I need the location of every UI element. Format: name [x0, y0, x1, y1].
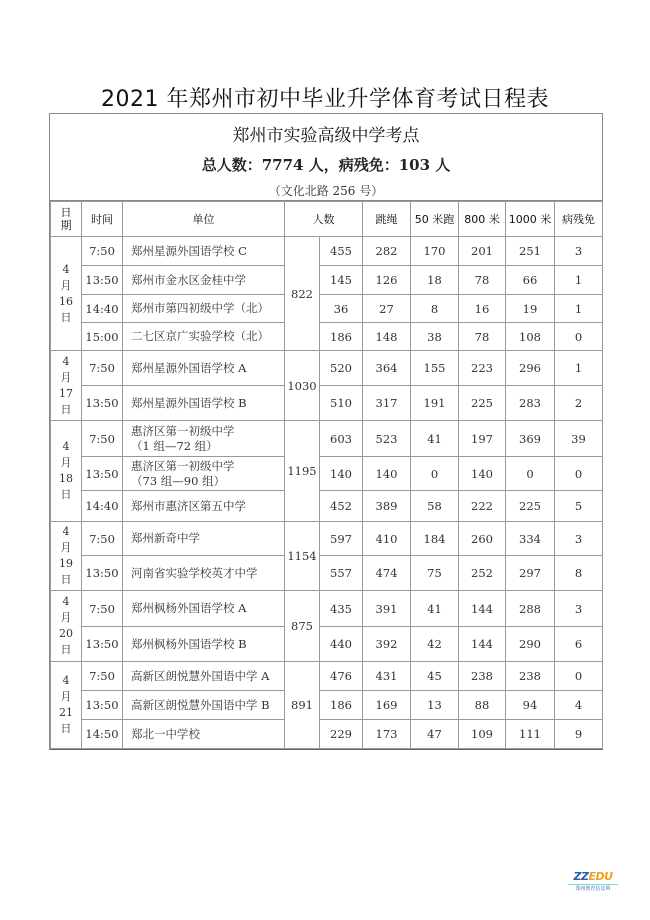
- schedule-body: [51, 237, 603, 749]
- time-cell: 14:50: [82, 720, 123, 749]
- venue-address: （文化北路 256 号）: [268, 184, 384, 198]
- exempt-cell: 6: [555, 627, 603, 662]
- date-cell: 4 月 17 日: [51, 351, 82, 421]
- run1000-cell: 296: [506, 351, 555, 386]
- venue-name: 郑州市实验高级中学考点: [232, 126, 420, 146]
- rope-cell: 27: [363, 295, 411, 323]
- rope-cell: 140: [363, 457, 411, 491]
- exempt-cell: 5: [555, 491, 603, 522]
- table-row: [51, 691, 603, 720]
- exempt-cell: 3: [555, 522, 603, 556]
- rope-cell: 410: [363, 522, 411, 556]
- unit-cell: 郑州枫杨外国语学校 B: [123, 627, 285, 662]
- table-row: [51, 627, 603, 662]
- run1000-cell: 290: [506, 627, 555, 662]
- run1000-cell: 297: [506, 556, 555, 591]
- count-cell: 557: [320, 556, 363, 591]
- date-cell: 4 月 19 日: [51, 522, 82, 591]
- exempt-cell: 4: [555, 691, 603, 720]
- time-cell: 13:50: [82, 457, 123, 491]
- count-cell: 603: [320, 421, 363, 457]
- date-cell: 4 月 18 日: [51, 421, 82, 522]
- rope-cell: 148: [363, 323, 411, 351]
- run50-cell: 47: [411, 720, 459, 749]
- exempt-cell: 3: [555, 591, 603, 627]
- venue-header: [50, 114, 602, 201]
- logo-edu: EDU: [588, 870, 613, 883]
- unit-cell: 惠济区第一初级中学 （1 组—72 组）: [123, 421, 285, 457]
- col-date: 日 期: [51, 202, 82, 237]
- exempt-cell: 1: [555, 266, 603, 295]
- col-unit: 单位: [123, 202, 285, 237]
- table-row: [51, 323, 603, 351]
- run50-cell: 13: [411, 691, 459, 720]
- run800-cell: 252: [459, 556, 506, 591]
- rope-cell: 126: [363, 266, 411, 295]
- rope-cell: 431: [363, 662, 411, 691]
- run800-cell: 88: [459, 691, 506, 720]
- time-cell: 13:50: [82, 691, 123, 720]
- run1000-cell: 288: [506, 591, 555, 627]
- rope-cell: 173: [363, 720, 411, 749]
- unit-cell: 二七区京广实验学校（北）: [123, 323, 285, 351]
- run1000-cell: 19: [506, 295, 555, 323]
- unit-cell: 郑州星源外国语学校 C: [123, 237, 285, 266]
- zzedu-logo: [568, 870, 618, 892]
- count-cell: 510: [320, 386, 363, 421]
- logo-subtitle: 郑州教育信息网: [568, 884, 618, 892]
- col-run800: 800 米: [459, 202, 506, 237]
- table-row: [51, 295, 603, 323]
- run800-cell: 144: [459, 591, 506, 627]
- time-cell: 7:50: [82, 351, 123, 386]
- time-cell: 7:50: [82, 237, 123, 266]
- exempt-cell: 8: [555, 556, 603, 591]
- run1000-cell: 369: [506, 421, 555, 457]
- table-row: [51, 421, 603, 457]
- run800-cell: 225: [459, 386, 506, 421]
- day-total-cell: 875: [285, 591, 320, 662]
- totals-summary: 总人数：7774 人，病残免：103 人: [201, 156, 451, 174]
- run50-cell: 170: [411, 237, 459, 266]
- unit-cell: 高新区朗悦慧外国语中学 B: [123, 691, 285, 720]
- exempt-cell: 3: [555, 237, 603, 266]
- run50-cell: 8: [411, 295, 459, 323]
- schedule-table: [50, 201, 603, 749]
- col-run50: 50 米跑: [411, 202, 459, 237]
- rope-cell: 392: [363, 627, 411, 662]
- exempt-cell: 0: [555, 323, 603, 351]
- table-row: [51, 386, 603, 421]
- run1000-cell: 225: [506, 491, 555, 522]
- count-cell: 520: [320, 351, 363, 386]
- day-total-cell: 891: [285, 662, 320, 749]
- rope-cell: 523: [363, 421, 411, 457]
- unit-cell: 郑州市惠济区第五中学: [123, 491, 285, 522]
- count-cell: 597: [320, 522, 363, 556]
- time-cell: 7:50: [82, 662, 123, 691]
- page-title: 2021 年郑州市初中毕业升学体育考试日程表: [101, 87, 549, 112]
- table-row: [51, 266, 603, 295]
- run1000-cell: 334: [506, 522, 555, 556]
- run1000-cell: 111: [506, 720, 555, 749]
- date-cell: 4 月 20 日: [51, 591, 82, 662]
- exempt-cell: 2: [555, 386, 603, 421]
- run1000-cell: 108: [506, 323, 555, 351]
- unit-cell: 郑州市金水区金桂中学: [123, 266, 285, 295]
- run50-cell: 41: [411, 591, 459, 627]
- run800-cell: 260: [459, 522, 506, 556]
- unit-cell: 郑州星源外国语学校 B: [123, 386, 285, 421]
- exempt-cell: 0: [555, 662, 603, 691]
- unit-cell: 高新区朗悦慧外国语中学 A: [123, 662, 285, 691]
- time-cell: 14:40: [82, 491, 123, 522]
- time-cell: 13:50: [82, 627, 123, 662]
- run800-cell: 197: [459, 421, 506, 457]
- time-cell: 7:50: [82, 591, 123, 627]
- run50-cell: 184: [411, 522, 459, 556]
- run800-cell: 78: [459, 323, 506, 351]
- run800-cell: 78: [459, 266, 506, 295]
- run50-cell: 0: [411, 457, 459, 491]
- table-row: [51, 591, 603, 627]
- rope-cell: 169: [363, 691, 411, 720]
- run50-cell: 38: [411, 323, 459, 351]
- exempt-cell: 9: [555, 720, 603, 749]
- table-row: [51, 491, 603, 522]
- time-cell: 13:50: [82, 266, 123, 295]
- exempt-cell: 1: [555, 351, 603, 386]
- run50-cell: 155: [411, 351, 459, 386]
- run50-cell: 41: [411, 421, 459, 457]
- run50-cell: 75: [411, 556, 459, 591]
- count-cell: 455: [320, 237, 363, 266]
- date-cell: 4 月 21 日: [51, 662, 82, 749]
- time-cell: 7:50: [82, 421, 123, 457]
- count-cell: 186: [320, 691, 363, 720]
- run50-cell: 42: [411, 627, 459, 662]
- table-row: [51, 457, 603, 491]
- run1000-cell: 251: [506, 237, 555, 266]
- table-row: [51, 237, 603, 266]
- run1000-cell: 66: [506, 266, 555, 295]
- run1000-cell: 283: [506, 386, 555, 421]
- date-cell: 4 月 16 日: [51, 237, 82, 351]
- rope-cell: 317: [363, 386, 411, 421]
- count-cell: 435: [320, 591, 363, 627]
- run1000-cell: 0: [506, 457, 555, 491]
- table-row: [51, 351, 603, 386]
- run800-cell: 16: [459, 295, 506, 323]
- rope-cell: 391: [363, 591, 411, 627]
- col-rope: 跳绳: [363, 202, 411, 237]
- run800-cell: 109: [459, 720, 506, 749]
- count-cell: 186: [320, 323, 363, 351]
- count-cell: 36: [320, 295, 363, 323]
- run50-cell: 191: [411, 386, 459, 421]
- run50-cell: 45: [411, 662, 459, 691]
- run800-cell: 144: [459, 627, 506, 662]
- count-cell: 229: [320, 720, 363, 749]
- run800-cell: 223: [459, 351, 506, 386]
- exempt-cell: 39: [555, 421, 603, 457]
- run800-cell: 222: [459, 491, 506, 522]
- header-row: [51, 202, 603, 237]
- count-cell: 440: [320, 627, 363, 662]
- rope-cell: 282: [363, 237, 411, 266]
- table-row: [51, 556, 603, 591]
- day-total-cell: 1195: [285, 421, 320, 522]
- run1000-cell: 238: [506, 662, 555, 691]
- table-row: [51, 522, 603, 556]
- unit-cell: 郑州星源外国语学校 A: [123, 351, 285, 386]
- time-cell: 14:40: [82, 295, 123, 323]
- day-total-cell: 1154: [285, 522, 320, 591]
- run50-cell: 58: [411, 491, 459, 522]
- logo-mark: [568, 870, 618, 883]
- unit-cell: 郑州新奇中学: [123, 522, 285, 556]
- logo-zz: ZZ: [573, 870, 589, 883]
- time-cell: 15:00: [82, 323, 123, 351]
- col-exempt: 病残免: [555, 202, 603, 237]
- unit-cell: 河南省实验学校英才中学: [123, 556, 285, 591]
- exempt-cell: 1: [555, 295, 603, 323]
- rope-cell: 364: [363, 351, 411, 386]
- rope-cell: 389: [363, 491, 411, 522]
- time-cell: 13:50: [82, 556, 123, 591]
- rope-cell: 474: [363, 556, 411, 591]
- day-total-cell: 1030: [285, 351, 320, 421]
- count-cell: 452: [320, 491, 363, 522]
- table-row: [51, 720, 603, 749]
- time-cell: 13:50: [82, 386, 123, 421]
- col-run1000: 1000 米: [506, 202, 555, 237]
- run800-cell: 140: [459, 457, 506, 491]
- count-cell: 145: [320, 266, 363, 295]
- unit-cell: 郑州枫杨外国语学校 A: [123, 591, 285, 627]
- count-cell: 140: [320, 457, 363, 491]
- unit-cell: 郑州市第四初级中学（北）: [123, 295, 285, 323]
- col-count: 人数: [285, 202, 363, 237]
- table-row: [51, 662, 603, 691]
- unit-cell: 惠济区第一初级中学 （73 组—90 组）: [123, 457, 285, 491]
- run1000-cell: 94: [506, 691, 555, 720]
- day-total-cell: 822: [285, 237, 320, 351]
- col-time: 时间: [82, 202, 123, 237]
- run800-cell: 201: [459, 237, 506, 266]
- time-cell: 7:50: [82, 522, 123, 556]
- count-cell: 476: [320, 662, 363, 691]
- exempt-cell: 0: [555, 457, 603, 491]
- unit-cell: 郑北一中学校: [123, 720, 285, 749]
- run800-cell: 238: [459, 662, 506, 691]
- schedule-sheet: [49, 113, 603, 750]
- run50-cell: 18: [411, 266, 459, 295]
